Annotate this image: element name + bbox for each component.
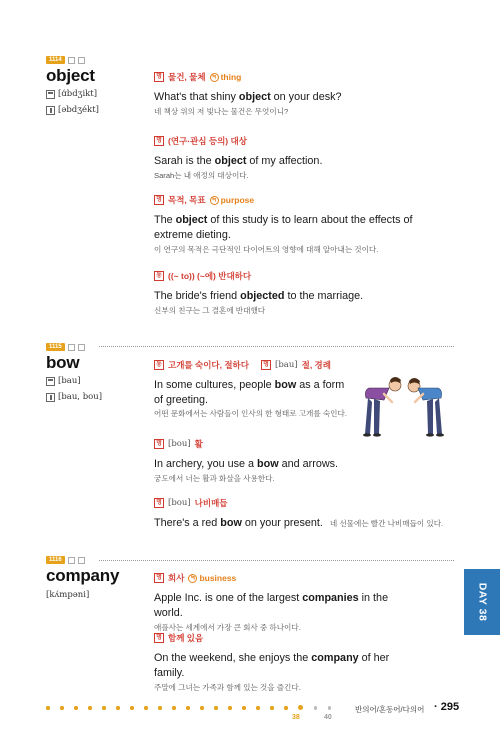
sense [154,572,414,633]
noun-icon: 명 [261,360,271,370]
entry-number: 1116 [46,556,65,564]
synonym-icon: ≒ [190,574,196,581]
sense-meaning: 물건, 물체 [168,72,206,82]
example-english: There's a red bow on your present. 네 선물에는 빨간 나비매듭이 있다. [154,517,444,529]
progress-dot [314,706,318,710]
sense-meaning: 목적, 목표 [168,195,206,205]
example-korean: 네 선물에는 빨간 나비매듭이 있다. [329,519,444,528]
synonym: ≒ purpose [211,195,255,205]
progress-dot [228,706,232,710]
synonym-icon: ≒ [211,196,217,203]
entry-number-row [46,343,85,351]
checkbox[interactable] [78,57,85,64]
entry-number-row [46,56,85,64]
sense-meaning: 활 [194,439,203,449]
example-korean: 궁도에서 너는 활과 화살을 사용한다. [154,474,275,483]
sense-meaning: 절, 경례 [301,360,331,370]
example-english: Sarah is the object of my affection. [154,155,323,167]
pronunciation: [kʌ́mpəni] [46,590,90,600]
last-day-number: 40 [324,714,332,721]
sense [154,71,454,117]
uk-flag-icon [46,106,55,115]
example-english: Apple Inc. is one of the largest companies in the world. [154,592,389,619]
day-progress-dots [46,706,331,710]
entry-number: 1114 [46,56,65,64]
sense-meaning: (연구·관심 등의) 대상 [168,136,247,146]
headword: company [46,566,120,585]
day-tab-label: DAY 38 [476,582,488,622]
noun-icon: 명 [154,573,164,583]
synonym-icon: ≒ [211,73,217,80]
us-flag-icon [46,377,55,386]
progress-dot [172,706,176,710]
sense [154,632,414,693]
example-english: On the weekend, she enjoys the company of her family. [154,652,390,679]
synonym: ≒ thing [211,72,242,82]
entry-number-row [46,556,85,564]
pronunciation-uk: [əbdʒékt] [46,105,99,115]
example-english: What's that shiny object on your desk? [154,91,342,103]
checkbox[interactable] [68,344,75,351]
checkbox[interactable] [78,344,85,351]
progress-dot [158,706,162,710]
example-english: The object of this study is to learn about the effects of extreme dieting. [154,214,413,241]
synonym: ≒ business [190,573,237,583]
us-flag-icon [46,90,55,99]
page-number: · 295 [434,701,460,713]
noun-icon: 명 [154,136,164,146]
progress-dot [102,706,106,710]
bowing-people-illustration [354,368,450,438]
progress-dot [130,706,134,710]
current-day-dot [298,705,303,710]
progress-dot [214,706,218,710]
example-korean: 어떤 문화에서는 사람들이 인사의 한 형태로 고개를 숙인다. [154,409,347,418]
progress-dot [284,706,288,710]
progress-dot [270,706,274,710]
entry-object [46,56,454,326]
sense-meaning: 함께 있음 [168,633,204,643]
example-english: In some cultures, people bow as a form of greeting. [154,379,345,406]
progress-dot [88,706,92,710]
headword: object [46,66,95,85]
sense-meaning: 나비매듭 [194,498,228,508]
progress-dot [60,706,64,710]
sense-meaning: 회사 [168,573,185,583]
checkbox[interactable] [68,557,75,564]
sense-meaning: ((~ to)) (~에) 반대하다 [168,271,252,281]
section-title: 반의어/혼동어/다의어 [355,705,425,714]
progress-dot [186,706,190,710]
sense-pronunciation: [bou] [168,498,191,508]
example-korean: Sarah는 내 애정의 대상이다. [154,171,249,180]
verb-icon: 동 [154,360,164,370]
example-korean: 네 책상 위의 저 빛나는 물건은 무엇이니? [154,107,289,116]
pronunciation-us: [bau] [46,376,81,386]
progress-dot [116,706,120,710]
progress-dot [144,706,148,710]
progress-dot [328,706,332,710]
verb-icon: 동 [154,271,164,281]
example-korean: 신부의 친구는 그 결혼에 반대했다 [154,306,266,315]
example-korean: 주말에 그녀는 가족과 함께 있는 것을 즐긴다. [154,683,301,692]
example-english: The bride's friend objected to the marriage. [154,290,364,302]
entry-company [46,556,454,696]
noun-icon: 명 [154,195,164,205]
progress-dot [46,706,50,710]
noun-icon: 명 [154,498,164,508]
progress-dot [242,706,246,710]
progress-dot [74,706,78,710]
headword: bow [46,353,80,372]
progress-dot [200,706,204,710]
current-day-number: 38 [292,714,300,721]
sense-meaning: 고개를 숙이다, 절하다 [168,360,249,370]
progress-dot [256,706,260,710]
entry-number: 1115 [46,343,65,351]
sense [154,194,454,255]
noun-icon: 명 [154,72,164,82]
sense [154,359,354,408]
checkbox[interactable] [78,557,85,564]
pronunciation-us: [ɑ́bdʒikt] [46,89,97,99]
noun-icon: 명 [154,633,164,643]
sense [154,438,454,484]
example-korean: 애플사는 세계에서 가장 큰 회사 중 하나이다. [154,623,301,632]
sense [154,497,454,531]
noun-icon: 명 [154,439,164,449]
example-korean: 이 연구의 목적은 극단적인 다이어트의 영향에 대해 알아내는 것이다. [154,245,379,254]
sense [154,270,454,316]
day-tab[interactable] [464,569,500,635]
example-english: In archery, you use a bow and arrows. [154,458,339,470]
checkbox[interactable] [68,57,75,64]
pronunciation-uk: [bau, bou] [46,392,102,402]
sense-pronunciation: [bau] [275,360,298,370]
sense-pronunciation: [bou] [168,439,191,449]
uk-flag-icon [46,393,55,402]
sense [154,135,454,181]
